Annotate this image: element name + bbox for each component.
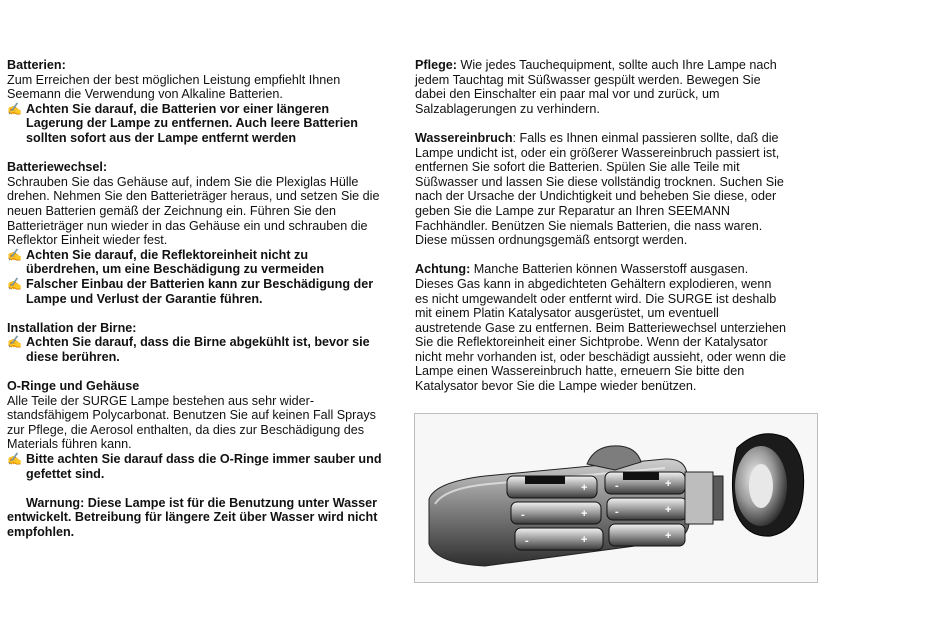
section-text: Alle Teile der SURGE Lampe bestehen aus sehr wider- standsfähigem Polycarbonat. Benutzen Sie auf keinen Fall Sprays zur Pflege, die Aerosol enthalten, da dies zur Beschädigung des Materials führen kann. (7, 393, 376, 452)
section-text: Schrauben Sie das Gehäuse auf, indem Sie die Plexiglas Hülle drehen. Nehmen Sie den Batterieträger heraus, und setzen Sie die neuen Batterien gemäß der Zeichnung ein. Führen Sie den Batterieträger nun wieder in das Gehäuse ein und schrauben die Reflektor Einheit wieder fest. (7, 174, 380, 248)
section-achtung: Achtung: Manche Batterien können Wasserstoff ausgasen. Dieses Gas kann in abgedichteten Gehältern explodieren, wenn es nicht umgewandelt oder entfernt wird. Die SURGE ist deshalb mit einem Platin Katalysator ausgerüstet, um eventuell austretende Gase zu entfernen. Beim Batteriewechsel unterziehen Sie die Reflektoreinheit einer Sichtprobe. Wenn der Katalysator nicht mehr vorhanden ist, oder beschädigt aussieht, oder wenn die Lampe einen Wassereinbruch hatte, erneuern Sie bitte den Katalysator bevor Sie die Lampe wieder benützen. (415, 262, 787, 394)
plus-sign: + (581, 508, 588, 520)
section-batterien (7, 58, 382, 146)
section-label: Pflege: (415, 58, 457, 72)
plus-sign: + (665, 478, 672, 490)
bullet-item: ✍ Achten Sie darauf, die Batterien vor einer längeren Lagerung der Lampe zu entfernen. Auch leere Batterien sollten sofort aus der Lampe entfernt werden (7, 101, 358, 145)
writing-hand-icon: ✍ (7, 247, 22, 262)
section-text: Zum Erreichen der best möglichen Leistung empfiehlt Ihnen Seemann die Verwendung von Alkaline Batterien. (7, 72, 341, 102)
minus-sign: - (525, 535, 529, 547)
section-title: O-Ringe und Gehäuse (7, 379, 140, 394)
section-birne (7, 321, 382, 365)
section-pflege: Pflege: Wie jedes Tauchequipment, sollte auch Ihre Lampe nach jedem Tauchtag mit Süßwasser gespült werden. Bewegen Sie dabei den Einschalter ein paar mal vor und zurück, um Salzablagerungen zu verhindern. (415, 58, 777, 116)
minus-sign: - (615, 506, 619, 518)
section-title: Batterien: (7, 58, 66, 72)
writing-hand-icon: ✍ (7, 101, 22, 116)
bullet-item: ✍ Achten Sie darauf, die Reflektoreinheit nicht zu überdrehen, um eine Beschädigung zu vermeiden (7, 247, 325, 277)
section-title: Installation der Birne: (7, 320, 137, 335)
bullet-item: ✍ Bitte achten Sie darauf dass die O-Ringe immer sauber und gefettet sind. (7, 452, 382, 481)
minus-sign: - (521, 509, 525, 521)
reflector-cap (732, 434, 803, 536)
section-oringe (7, 379, 382, 481)
section-title: Batteriewechsel: (7, 160, 108, 175)
section-label: Achtung: (415, 262, 471, 277)
plus-sign: + (581, 482, 588, 494)
minus-sign: - (615, 480, 619, 492)
plus-sign: + (665, 504, 672, 516)
battery-cells (507, 472, 687, 550)
right-column (415, 58, 788, 408)
section-batteriewechsel (7, 160, 382, 306)
writing-hand-icon: ✍ (7, 276, 22, 291)
writing-hand-icon: ✍ (7, 452, 22, 467)
writing-hand-icon: ✍ (7, 335, 22, 350)
section-label: Wassereinbruch (415, 130, 513, 145)
bullet-item: ✍ Falscher Einbau der Batterien kann zur Beschädigung der Lampe und Verlust der Garantie führen. (7, 276, 374, 306)
section-wassereinbruch: Wassereinbruch: Falls es Ihnen einmal passieren sollte, daß die Lampe undicht ist, oder ein größerer Wassereinbruch passiert ist, entfernen Sie sofort die Batterien. Spülen Sie alle Teile mit Süßwasser und lassen Sie diese vollständig trocknen. Suchen Sie nach der Ursache der Undichtigkeit und beheben Sie diese, oder geben Sie die Lampe zur Reparatur an Ihren SEEMANN Fachhändler. Benützen Sie niemals Batterien, die nass waren. Diese müssen ordnungsgemäß entsorgt werden. (415, 130, 784, 248)
left-column (7, 58, 382, 540)
plus-sign: + (665, 530, 672, 542)
bullet-item: ✍ Achten Sie darauf, dass die Birne abgekühlt ist, bevor sie diese berühren. (7, 335, 370, 364)
plus-sign: + (581, 534, 588, 546)
warning-note: Warnung: Diese Lampe ist für die Benutzung unter Wasser entwickelt. Betreibung für längere Zeit über Wasser wird nicht empfohlen. (7, 495, 378, 539)
lamp-illustration (414, 413, 818, 583)
